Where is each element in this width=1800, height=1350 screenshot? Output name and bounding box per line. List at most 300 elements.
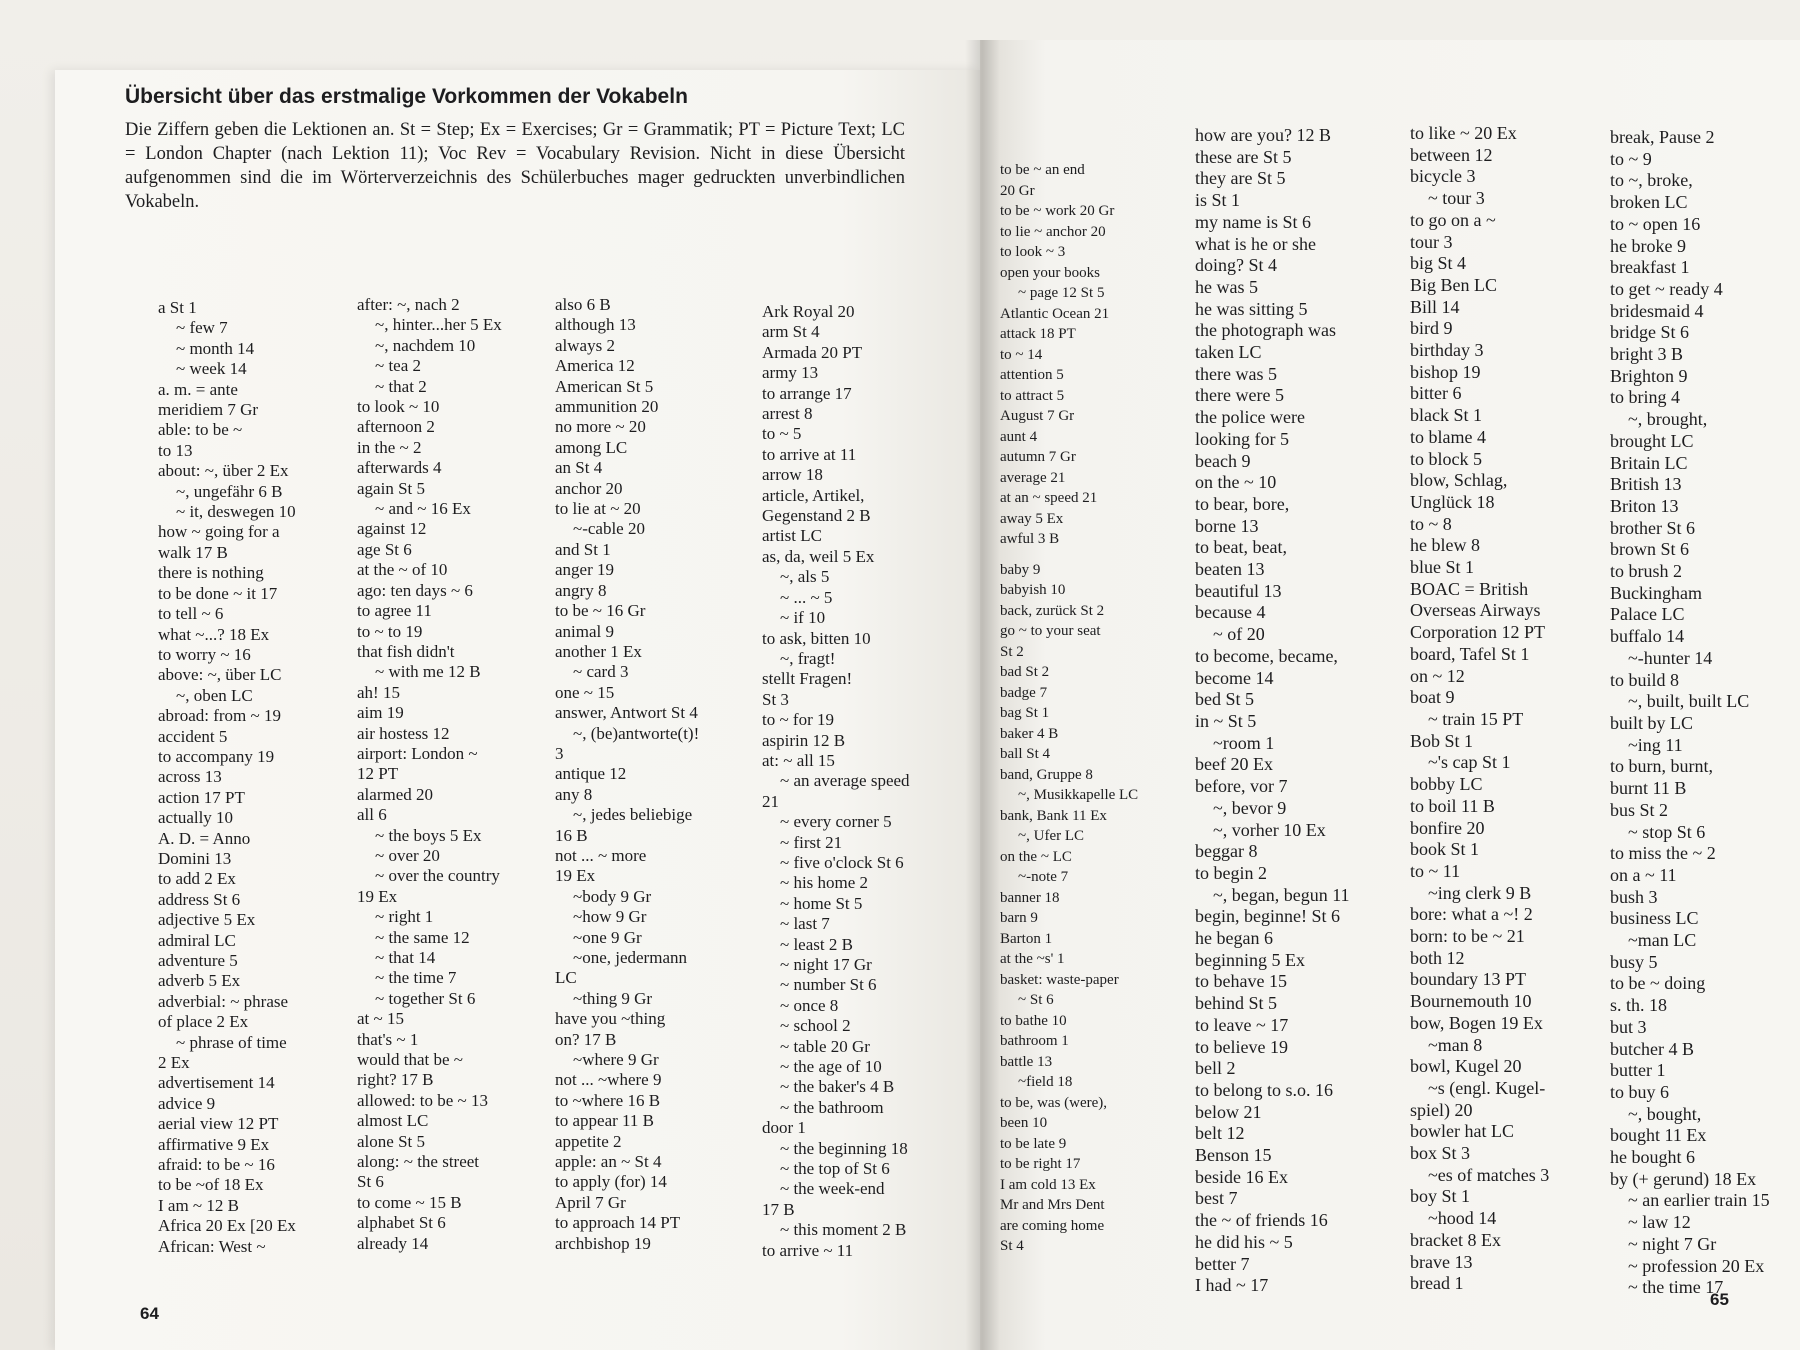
vocab-entry: attention 5 xyxy=(1000,367,1064,383)
vocab-entry: bird 9 xyxy=(1410,318,1453,339)
vocab-entry: bad St 2 xyxy=(1000,664,1050,680)
vocab-entry: beef 20 Ex xyxy=(1195,754,1273,775)
vocab-entry: on? 17 B xyxy=(555,1029,617,1049)
vocab-entry: ~ night 7 Gr xyxy=(1628,1233,1717,1254)
vocab-entry: better 7 xyxy=(1195,1253,1250,1274)
vocab-entry: but 3 xyxy=(1610,1016,1647,1037)
vocab-entry: and St 1 xyxy=(555,539,611,559)
vocab-entry: ~, Musikkapelle LC xyxy=(1018,787,1139,803)
vocab-entry: across 13 xyxy=(158,767,222,787)
vocab-entry: any 8 xyxy=(555,784,593,804)
vocab-entry: ~ last 7 xyxy=(780,914,830,934)
vocab-entry: to become, became, xyxy=(1195,645,1338,666)
vocab-entry: bishop 19 xyxy=(1410,361,1481,382)
vocab-entry: he blew 8 xyxy=(1410,535,1480,556)
vocab-entry: ~ train 15 PT xyxy=(1428,708,1524,729)
vocab-entry: to bear, bore, xyxy=(1195,493,1290,514)
vocab-entry: what ~...? 18 Ex xyxy=(158,624,270,644)
vocab-entry: archbishop 19 xyxy=(555,1233,651,1253)
vocab-entry: ~s (engl. Kugel- xyxy=(1428,1077,1546,1098)
vocab-entry: there were 5 xyxy=(1195,385,1284,406)
vocab-entry: doing? St 4 xyxy=(1195,255,1278,276)
vocab-entry: able: to be ~ xyxy=(158,420,243,440)
vocab-entry: become 14 xyxy=(1195,667,1274,688)
vocab-entry: ~ tea 2 xyxy=(375,356,422,376)
vocab-entry: Armada 20 PT xyxy=(762,342,863,362)
vocab-entry: blow, Schlag, xyxy=(1410,470,1508,491)
vocab-entry: ~how 9 Gr xyxy=(573,907,647,927)
vocab-entry: away 5 Ex xyxy=(1000,510,1064,527)
vocab-entry: to come ~ 15 B xyxy=(357,1192,462,1212)
vocab-entry: ~hood 14 xyxy=(1428,1208,1497,1229)
vocab-entry: about: ~, über 2 Ex xyxy=(158,461,289,481)
vocab-entry: my name is St 6 xyxy=(1195,211,1311,232)
intro-paragraph: Die Ziffern geben die Lektionen an. St = Step; Ex = Exercises; Gr = Grammatik; PT = Picture Text; LC = London Chapter (nach Lektion 11); Voc Rev = Vocabulary Revision. Nicht in diese Übersicht aufgenommen sind die im Wörterverzeichnis des Schülerbuches mager gedruckten unverbindlichen Vokabeln. xyxy=(125,120,905,212)
vocab-entry: babyish 10 xyxy=(1000,582,1066,598)
vocab-entry: at the ~ of 10 xyxy=(357,560,448,580)
book-gutter xyxy=(965,40,1000,1350)
vocab-entry: ~ the beginning 18 xyxy=(780,1138,908,1158)
vocab-entry: ~, bevor 9 xyxy=(1213,797,1287,818)
vocab-entry: ~ home St 5 xyxy=(780,893,863,913)
vocab-entry: bush 3 xyxy=(1610,886,1658,907)
vocab-entry: arm St 4 xyxy=(762,322,820,342)
vocab-entry: answer, Antwort St 4 xyxy=(555,703,698,723)
vocab-entry: artist LC xyxy=(762,526,822,546)
vocab-entry: boy St 1 xyxy=(1410,1186,1471,1207)
vocab-entry: against 12 xyxy=(357,519,427,539)
vocab-entry: what is he or she xyxy=(1195,233,1316,254)
vocab-entry: to block 5 xyxy=(1410,448,1482,469)
vocab-entry: I had ~ 17 xyxy=(1195,1275,1269,1296)
vocab-entry: to attract 5 xyxy=(1000,387,1065,404)
vocab-entry: by (+ gerund) 18 Ex xyxy=(1610,1168,1757,1189)
vocab-entry: to be, was (were), xyxy=(1000,1094,1108,1111)
vocab-entry: ~ ... ~ 5 xyxy=(780,587,833,607)
vocab-entry: to be right 17 xyxy=(1000,1156,1081,1172)
vocab-entry: ~field 18 xyxy=(1018,1074,1073,1090)
vocab-entry: boundary 13 PT xyxy=(1410,969,1526,990)
vocab-entry: to beat, beat, xyxy=(1195,537,1287,558)
vocab-entry: to ~where 16 B xyxy=(555,1090,661,1110)
vocab-entry: in ~ St 5 xyxy=(1195,710,1257,731)
vocab-entry: bowl, Kugel 20 xyxy=(1410,1056,1522,1077)
vocab-entry: to approach 14 PT xyxy=(555,1213,681,1233)
vocab-entry: along: ~ the street xyxy=(357,1152,480,1172)
vocab-entry: begin, beginne! St 6 xyxy=(1195,906,1340,927)
vocab-entry: not ... ~ more xyxy=(555,845,647,865)
vocab-entry: ~ every corner 5 xyxy=(780,812,892,832)
vocab-entry: America 12 xyxy=(555,356,635,376)
vocab-entry: ~ing clerk 9 B xyxy=(1428,882,1532,903)
vocab-entry: also 6 B xyxy=(555,295,611,314)
vocab-entry: bed St 5 xyxy=(1195,689,1255,710)
vocab-entry: boat 9 xyxy=(1410,687,1455,708)
vocab-entry: that's ~ 1 xyxy=(357,1029,419,1049)
vocab-entry: almost LC xyxy=(357,1111,429,1131)
vocab-entry: alarmed 20 xyxy=(357,784,433,804)
vocab-entry: ~ the age of 10 xyxy=(780,1057,882,1077)
vocab-entry: autumn 7 Gr xyxy=(1000,449,1076,465)
vocab-entry: aerial view 12 PT xyxy=(158,1114,279,1134)
vocab-entry: he began 6 xyxy=(1195,928,1273,949)
vocab-entry: back, zurück St 2 xyxy=(1000,602,1105,619)
vocab-entry: behind St 5 xyxy=(1195,993,1278,1014)
vocab-entry: 2 Ex xyxy=(158,1053,190,1073)
vocab-entry: bathroom 1 xyxy=(1000,1033,1069,1049)
vocab-entry: door 1 xyxy=(762,1118,806,1138)
vocab-entry: Domini 13 xyxy=(158,848,232,868)
vocab-entry: that fish didn't xyxy=(357,641,455,661)
vocab-entry: borne 13 xyxy=(1195,515,1259,536)
vocab-entry: he was sitting 5 xyxy=(1195,298,1308,319)
vocab-entry: alphabet St 6 xyxy=(357,1213,446,1233)
vocab-entry: at an ~ speed 21 xyxy=(1000,490,1098,506)
vocab-entry: they are St 5 xyxy=(1195,168,1286,189)
vocab-entry: bridge St 6 xyxy=(1610,322,1689,343)
vocab-entry: big St 4 xyxy=(1410,253,1467,274)
vocab-entry: stellt Fragen! xyxy=(762,669,853,689)
vocab-entry: on the ~ LC xyxy=(1000,848,1072,865)
vocab-entry: blue St 1 xyxy=(1410,557,1475,578)
vocab-entry: Atlantic Ocean 21 xyxy=(1000,305,1110,322)
vocab-entry: ~where 9 Gr xyxy=(573,1050,659,1070)
vocab-entry: ~ St 6 xyxy=(1018,992,1054,1008)
vocab-entry: go ~ to your seat xyxy=(1000,623,1101,639)
vocab-entry: breakfast 1 xyxy=(1610,257,1690,278)
vocab-entry: band, Gruppe 8 xyxy=(1000,766,1093,783)
vocab-entry: to lie at ~ 20 xyxy=(555,499,641,519)
vocab-entry: to ~ 8 xyxy=(1410,513,1452,534)
vocab-entry: appetite 2 xyxy=(555,1131,622,1151)
vocab-entry: ~ profession 20 Ex xyxy=(1628,1255,1765,1276)
vocab-entry: age St 6 xyxy=(357,539,412,559)
vocab-entry: St 3 xyxy=(762,689,789,709)
vocab-entry: bobby LC xyxy=(1410,774,1483,795)
vocab-entry: brother St 6 xyxy=(1610,517,1695,538)
vocab-entry: walk 17 B xyxy=(158,542,228,562)
vocab-entry: 3 xyxy=(555,743,564,763)
vocab-entry: ~, hinter...her 5 Ex xyxy=(375,315,502,335)
vocab-entry: ~, (be)antworte(t)! xyxy=(573,723,700,743)
vocab-entry: African: West ~ xyxy=(158,1236,266,1256)
vocab-entry: bore: what a ~! 2 xyxy=(1410,904,1533,925)
vocab-entry: box St 3 xyxy=(1410,1143,1471,1164)
vocab-entry: to arrive at 11 xyxy=(762,444,857,464)
vocab-entry: to ~ 5 xyxy=(762,424,802,444)
vocab-entry: ~ and ~ 16 Ex xyxy=(375,499,471,519)
vocab-entry: to lie ~ anchor 20 xyxy=(1000,223,1106,240)
vocab-entry: arrow 18 xyxy=(762,465,823,485)
vocab-entry: to belong to s.o. 16 xyxy=(1195,1079,1333,1100)
vocab-entry: to look ~ 3 xyxy=(1000,244,1066,260)
vocab-entry: ~ page 12 St 5 xyxy=(1018,285,1105,301)
vocab-entry: butcher 4 B xyxy=(1610,1038,1694,1059)
vocab-entry: bracket 8 Ex xyxy=(1410,1229,1501,1250)
vocab-entry: birthday 3 xyxy=(1410,340,1484,361)
vocab-entry: ~ the baker's 4 B xyxy=(780,1077,895,1097)
vocab-entry: baby 9 xyxy=(1000,561,1041,578)
vocab-entry: ~ of 20 xyxy=(1213,624,1265,645)
vocab-entry: aspirin 12 B xyxy=(762,730,846,750)
vocab-entry: to ~ 14 xyxy=(1000,346,1043,363)
vocab-entry: aunt 4 xyxy=(1000,428,1038,445)
vocab-entry: always 2 xyxy=(555,335,615,355)
vocab-entry: to appear 11 B xyxy=(555,1111,654,1131)
vocab-entry: to buy 6 xyxy=(1610,1081,1670,1102)
vocab-entry: bread 1 xyxy=(1410,1273,1464,1294)
vocab-entry: ~ over 20 xyxy=(375,845,440,865)
vocab-entry: ~room 1 xyxy=(1213,732,1275,753)
vocab-entry: an St 4 xyxy=(555,458,603,478)
vocab-entry: these are St 5 xyxy=(1195,146,1292,167)
vocab-entry: to be done ~ it 17 xyxy=(158,583,278,603)
vocab-entry: busy 5 xyxy=(1610,951,1658,972)
vocab-entry: bitter 6 xyxy=(1410,383,1462,404)
vocab-entry: one ~ 15 xyxy=(555,682,615,702)
vocab-entry: apple: an ~ St 4 xyxy=(555,1152,662,1172)
vocab-entry: ~, jedes beliebige xyxy=(573,805,693,825)
vocab-entry: on the ~ 10 xyxy=(1195,472,1277,493)
vocab-entry: ~ that 14 xyxy=(375,948,436,967)
vocab-entry: to ask, bitten 10 xyxy=(762,628,871,648)
vocab-entry: is St 1 xyxy=(1195,190,1241,211)
vocab-entry: Barton 1 xyxy=(1000,930,1053,947)
vocab-entry: at ~ 15 xyxy=(357,1009,404,1029)
vocab-entry: how are you? 12 B xyxy=(1195,125,1331,145)
vocab-entry: ~ phrase of time xyxy=(176,1032,287,1052)
vocab-entry: Benson 15 xyxy=(1195,1145,1272,1166)
vocab-entry: ~ right 1 xyxy=(375,907,434,927)
vocab-entry: admiral LC xyxy=(158,930,236,950)
vocab-entry: to be ~ doing xyxy=(1610,973,1706,994)
vocab-entry: he broke 9 xyxy=(1610,235,1686,256)
vocab-entry: Corporation 12 PT xyxy=(1410,622,1545,643)
left-column-3 xyxy=(555,295,699,1254)
vocab-entry: barn 9 xyxy=(1000,910,1038,926)
vocab-entry: among LC xyxy=(555,437,628,457)
vocab-entry: as, da, weil 5 Ex xyxy=(762,546,875,566)
vocab-entry: the photograph was xyxy=(1195,320,1336,341)
vocab-entry: ~, fragt! xyxy=(780,648,836,668)
vocab-entry: bought 11 Ex xyxy=(1610,1125,1707,1146)
vocab-entry: army 13 xyxy=(762,363,819,383)
vocab-entry: bow, Bogen 19 Ex xyxy=(1410,1012,1543,1033)
vocab-entry: to blame 4 xyxy=(1410,426,1486,447)
vocab-entry: a. m. = ante xyxy=(158,379,238,399)
vocab-entry: looking for 5 xyxy=(1195,428,1289,449)
vocab-entry: all 6 xyxy=(357,805,387,825)
vocab-entry: 19 Ex xyxy=(555,866,596,886)
right-column-3 xyxy=(1410,123,1549,1295)
vocab-entry: butter 1 xyxy=(1610,1060,1666,1081)
vocab-entry: meridiem 7 Gr xyxy=(158,400,259,420)
vocab-entry: ~ table 20 Gr xyxy=(780,1036,870,1056)
vocab-entry: there is nothing xyxy=(158,563,264,583)
vocab-entry: baker 4 B xyxy=(1000,725,1059,742)
vocab-entry: affirmative 9 Ex xyxy=(158,1134,270,1154)
vocab-entry: to ~ open 16 xyxy=(1610,213,1701,234)
vocab-entry: advice 9 xyxy=(158,1093,216,1113)
vocab-entry: arrest 8 xyxy=(762,404,813,424)
vocab-entry: on a ~ 11 xyxy=(1610,864,1677,885)
vocab-entry: article, Artikel, xyxy=(762,485,865,505)
vocab-entry: of place 2 Ex xyxy=(158,1012,249,1032)
right-column-2 xyxy=(1195,125,1350,1297)
vocab-entry: to look ~ 10 xyxy=(357,397,440,417)
vocab-entry: address St 6 xyxy=(158,889,241,909)
vocab-entry: another 1 Ex xyxy=(555,641,642,661)
vocab-entry: open your books xyxy=(1000,264,1100,281)
vocab-entry: ~-hunter 14 xyxy=(1628,647,1713,668)
vocab-entry: beside 16 Ex xyxy=(1195,1166,1288,1187)
vocab-entry: ~ an earlier train 15 xyxy=(1628,1190,1770,1211)
vocab-entry: adverbial: ~ phrase xyxy=(158,991,289,1011)
vocab-entry: brought LC xyxy=(1610,430,1694,451)
vocab-entry: afternoon 2 xyxy=(357,417,435,437)
vocab-entry: ~ law 12 xyxy=(1628,1212,1691,1233)
vocab-entry: banner 18 xyxy=(1000,889,1060,906)
vocab-entry: adverb 5 Ex xyxy=(158,971,241,991)
vocab-entry: ~, oben LC xyxy=(176,685,253,705)
vocab-entry: abroad: from ~ 19 xyxy=(158,706,281,726)
vocab-entry: both 12 xyxy=(1410,947,1465,968)
vocab-entry: board, Tafel St 1 xyxy=(1410,643,1530,664)
vocab-entry: to be ~ an end xyxy=(1000,162,1085,178)
vocab-entry: built by LC xyxy=(1610,712,1694,733)
vocab-entry: ~, vorher 10 Ex xyxy=(1213,819,1326,840)
vocab-entry: anchor 20 xyxy=(555,478,623,498)
vocab-entry: ~'s cap St 1 xyxy=(1428,752,1511,773)
vocab-entry: ~ the time 7 xyxy=(375,968,457,988)
left-column-2 xyxy=(357,295,502,1254)
vocab-entry: Bournemouth 10 xyxy=(1410,991,1532,1012)
vocab-entry: to leave ~ 17 xyxy=(1195,1014,1289,1035)
vocab-entry: accident 5 xyxy=(158,726,228,746)
vocab-entry: before, vor 7 xyxy=(1195,776,1288,797)
vocab-entry: although 13 xyxy=(555,315,636,335)
page-heading: Übersicht über das erstmalige Vorkommen der Vokabeln xyxy=(125,85,688,108)
vocab-entry: ~ the time 17 xyxy=(1628,1277,1724,1298)
vocab-entry: ~ five o'clock St 6 xyxy=(780,852,904,872)
vocab-entry: alone St 5 xyxy=(357,1131,425,1151)
vocab-entry: to ~ for 19 xyxy=(762,710,834,730)
vocab-entry: ~ night 17 Gr xyxy=(780,955,872,974)
vocab-entry: 17 B xyxy=(762,1199,795,1219)
vocab-entry: attack 18 PT xyxy=(1000,326,1076,342)
vocab-entry: beggar 8 xyxy=(1195,841,1258,862)
vocab-entry: awful 3 B xyxy=(1000,531,1060,547)
vocab-entry: ~es of matches 3 xyxy=(1428,1164,1550,1185)
vocab-entry: animal 9 xyxy=(555,621,615,641)
vocab-entry: battle 13 xyxy=(1000,1053,1053,1070)
vocab-entry: the ~ of friends 16 xyxy=(1195,1210,1328,1231)
vocab-entry: Bill 14 xyxy=(1410,296,1460,317)
vocab-entry: between 12 xyxy=(1410,144,1493,165)
vocab-entry: ~ an average speed xyxy=(780,771,910,791)
vocab-entry: to behave 15 xyxy=(1195,971,1287,992)
vocab-entry: ~ together St 6 xyxy=(375,988,476,1008)
vocab-entry: to build 8 xyxy=(1610,669,1680,690)
vocab-entry: ~, built, built LC xyxy=(1628,691,1750,712)
vocab-entry: ~, nachdem 10 xyxy=(375,335,476,355)
vocab-entry: Britain LC xyxy=(1610,452,1688,473)
vocab-entry: the police were xyxy=(1195,407,1305,428)
vocab-entry: to be late 9 xyxy=(1000,1135,1067,1152)
vocab-entry: Bob St 1 xyxy=(1410,730,1474,751)
vocab-entry: August 7 Gr xyxy=(1000,408,1075,424)
vocab-entry: because 4 xyxy=(1195,602,1266,623)
vocab-entry: to apply (for) 14 xyxy=(555,1172,667,1192)
page-number-left: 64 xyxy=(140,1304,159,1323)
vocab-entry: to ~ 9 xyxy=(1610,148,1652,169)
vocab-entry: Gegenstand 2 B xyxy=(762,506,871,526)
vocab-entry: broken LC xyxy=(1610,192,1688,213)
vocab-entry: ~ school 2 xyxy=(780,1016,851,1036)
vocab-entry: basket: waste-paper xyxy=(1000,971,1119,988)
vocab-entry: bright 3 B xyxy=(1610,344,1684,365)
vocab-entry: to agree 11 xyxy=(357,601,432,621)
vocab-entry: bonfire 20 xyxy=(1410,817,1485,838)
vocab-entry: ah! 15 xyxy=(357,682,400,702)
vocab-entry: Overseas Airways xyxy=(1410,600,1541,621)
vocab-entry: how ~ going for a xyxy=(158,522,280,542)
vocab-entry: on ~ 12 xyxy=(1410,665,1465,686)
vocab-entry: to accompany 19 xyxy=(158,746,275,766)
vocab-entry: to be ~ 16 Gr xyxy=(555,601,646,621)
vocab-entry: air hostess 12 xyxy=(357,723,450,743)
vocab-entry: to ~ 11 xyxy=(1410,860,1461,881)
vocab-entry: Ark Royal 20 xyxy=(762,302,855,321)
vocab-entry: again St 5 xyxy=(357,478,425,498)
vocab-entry: 12 PT xyxy=(357,764,399,784)
vocab-entry: ~ the boys 5 Ex xyxy=(375,825,482,845)
vocab-entry: to ~, broke, xyxy=(1610,170,1693,191)
vocab-entry: ~ing 11 xyxy=(1628,734,1683,755)
left-column-1 xyxy=(158,298,296,1257)
vocab-entry: ~ least 2 B xyxy=(780,934,853,954)
vocab-entry: Mr and Mrs Dent xyxy=(1000,1197,1105,1213)
vocab-entry: ~ with me 12 B xyxy=(375,662,481,682)
vocab-entry: bell 2 xyxy=(1195,1058,1236,1079)
vocab-entry: St 6 xyxy=(357,1172,384,1192)
column-gap xyxy=(1000,550,1138,560)
vocab-entry: below 21 xyxy=(1195,1101,1262,1122)
vocab-entry: afraid: to be ~ 16 xyxy=(158,1155,275,1175)
vocab-entry: ~ the same 12 xyxy=(375,927,470,947)
vocab-entry: 16 B xyxy=(555,825,588,845)
vocab-entry: s. th. 18 xyxy=(1610,995,1668,1016)
vocab-entry: to be ~ work 20 Gr xyxy=(1000,203,1115,219)
vocab-entry: above: ~, über LC xyxy=(158,665,282,685)
vocab-entry: at: ~ all 15 xyxy=(762,750,835,770)
vocab-entry: ~-note 7 xyxy=(1018,869,1069,885)
vocab-entry: to begin 2 xyxy=(1195,862,1267,883)
vocab-entry: to miss the ~ 2 xyxy=(1610,843,1716,864)
vocab-entry: ~, als 5 xyxy=(780,567,830,587)
vocab-entry: ~, Ufer LC xyxy=(1018,828,1085,844)
vocab-entry: allowed: to be ~ 13 xyxy=(357,1090,489,1110)
vocab-entry: ball St 4 xyxy=(1000,746,1051,762)
vocab-entry: beginning 5 Ex xyxy=(1195,949,1305,970)
vocab-entry: ~ the week-end xyxy=(780,1179,885,1199)
vocab-entry: to burn, burnt, xyxy=(1610,756,1713,777)
left-column-4 xyxy=(762,302,910,1261)
vocab-entry: aim 19 xyxy=(357,703,404,723)
vocab-entry: bag St 1 xyxy=(1000,705,1050,721)
vocab-entry: average 21 xyxy=(1000,469,1066,486)
vocab-entry: ~-cable 20 xyxy=(573,519,645,539)
